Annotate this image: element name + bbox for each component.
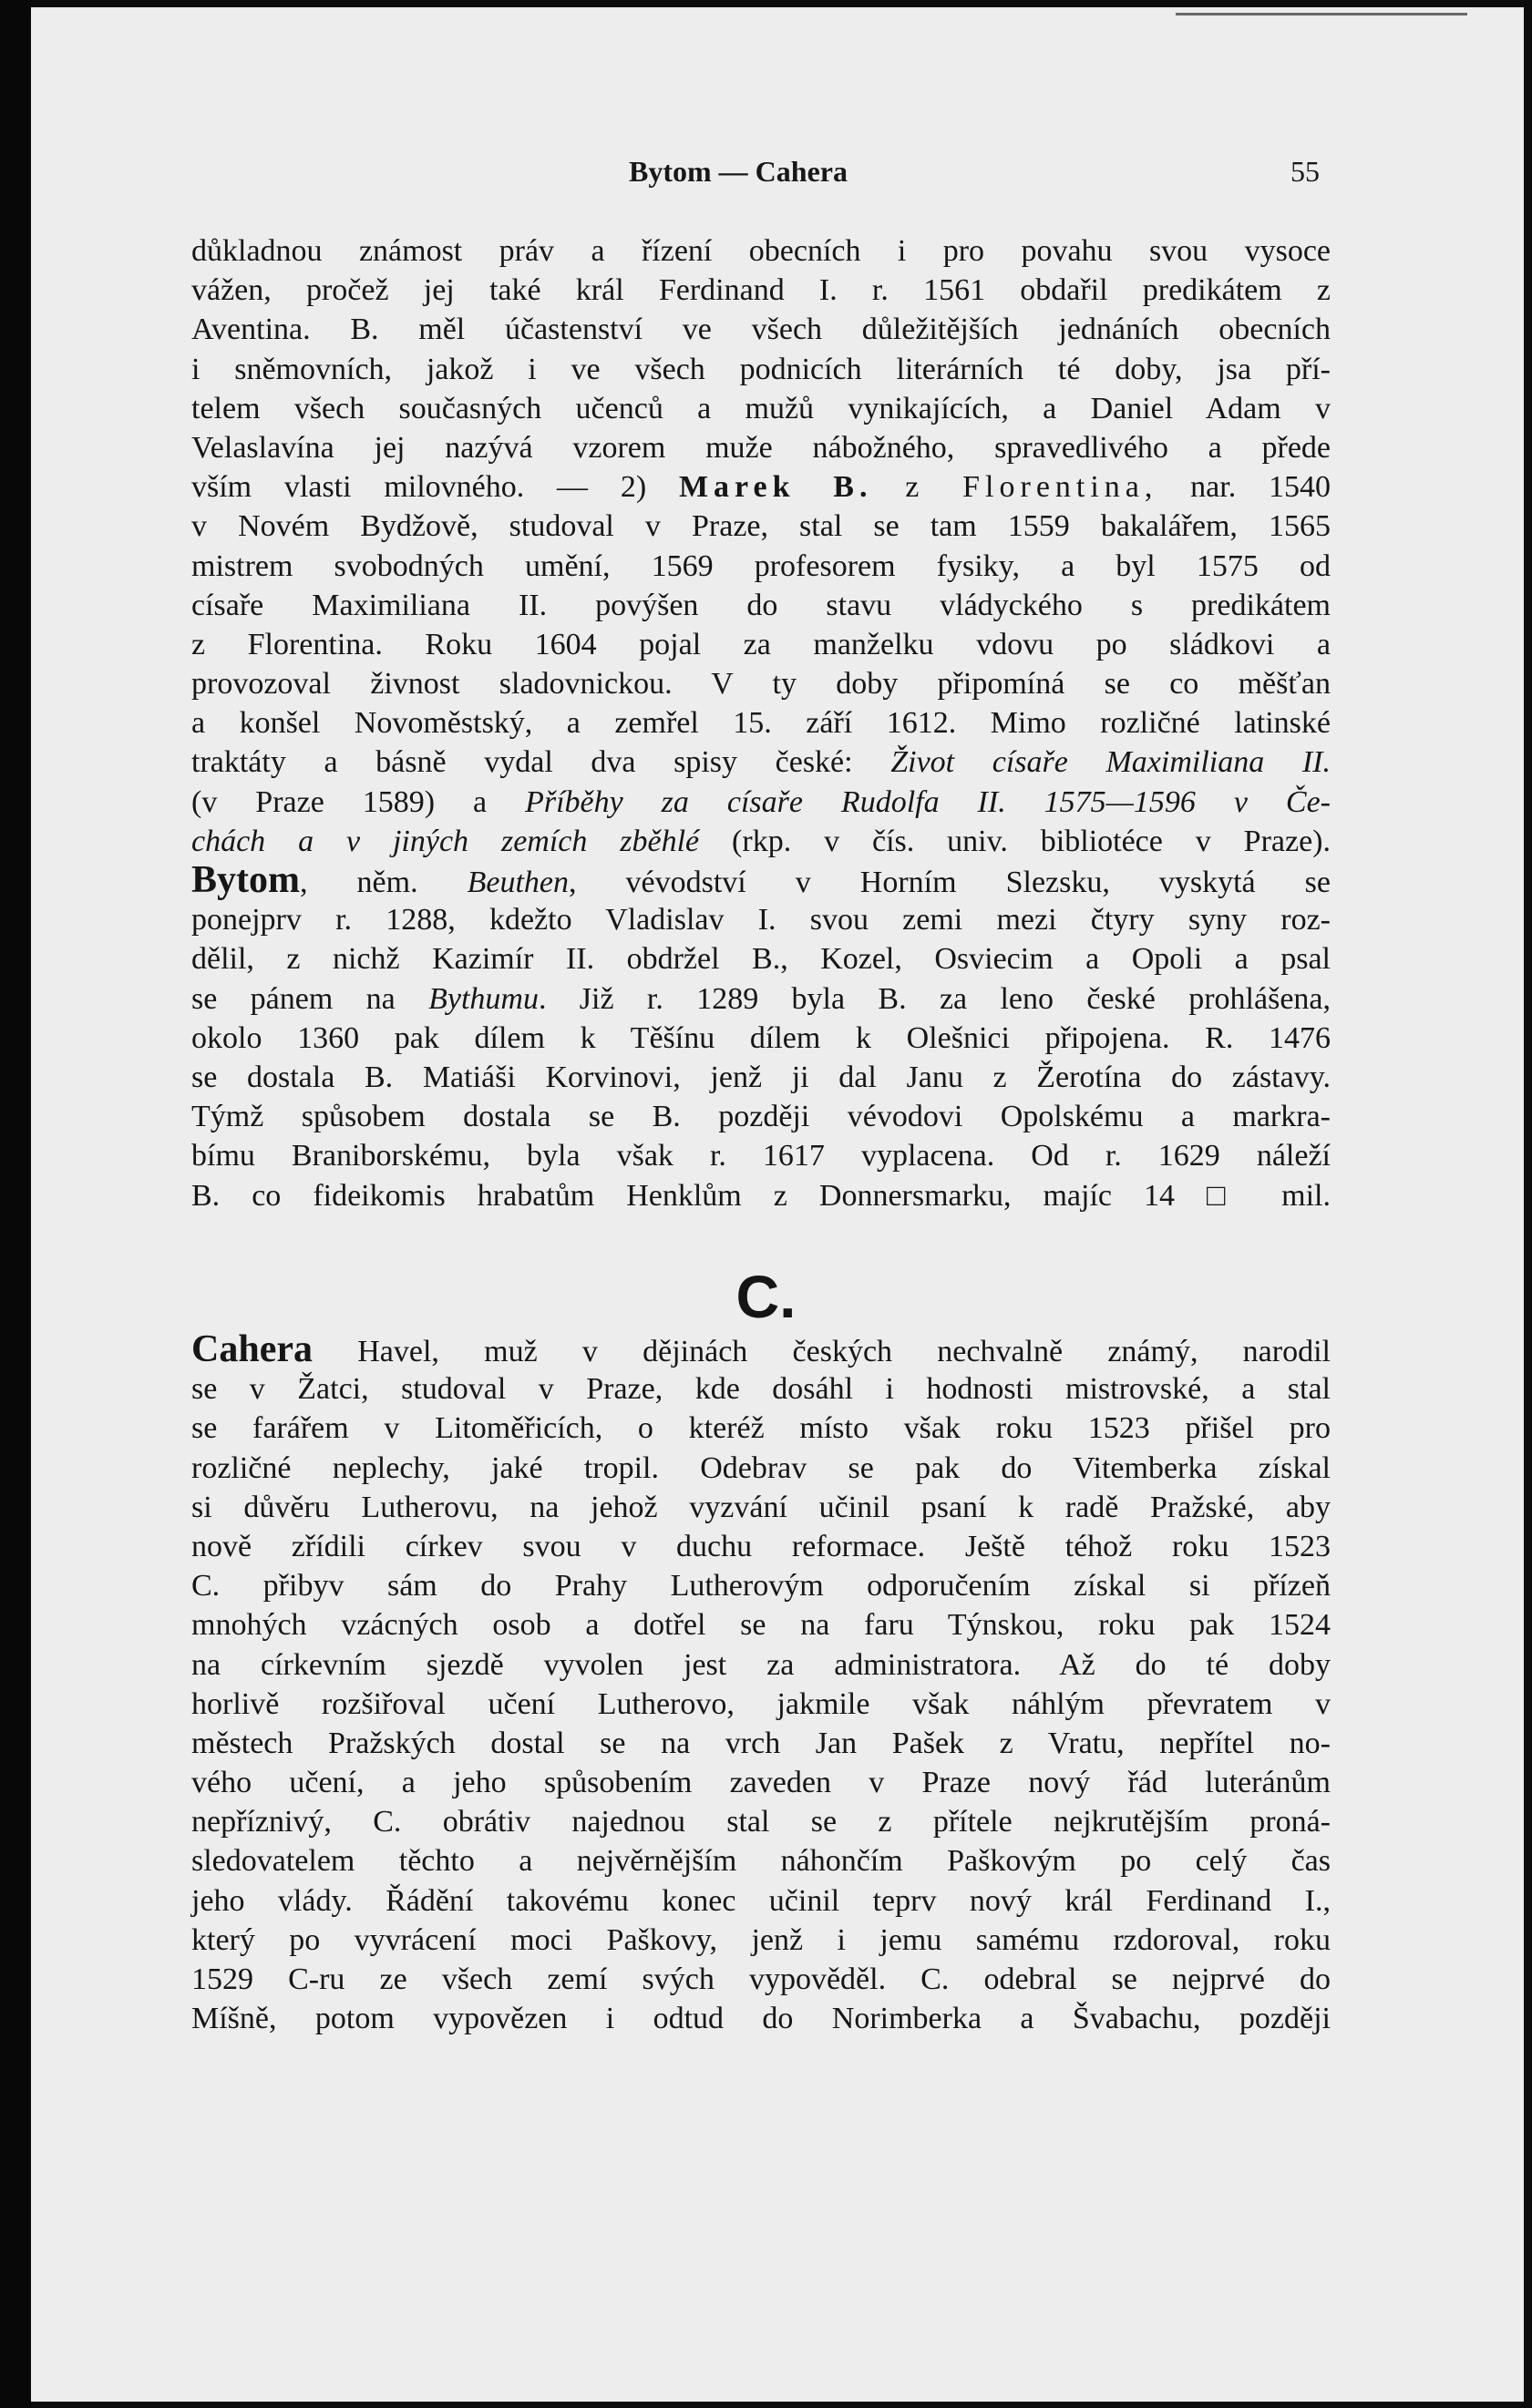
text-line: horlivě rozšiřoval učení Lutherovo, jakmile však náhlým převratem v (191, 1686, 1331, 1721)
text-line: rozličné neplechy, jaké tropil. Odebrav se pak do Vitemberka získal (191, 1450, 1331, 1485)
text-line: vážen, pročež jej také král Ferdinand I. r. 1561 obdařil predikátem z (191, 273, 1331, 308)
text-line: si důvěru Lutherovu, na jehož vyzvání učinil psaní k radě Pražské, aby (191, 1490, 1331, 1524)
entry-bytom-block (191, 231, 1331, 1215)
text-line: Týmž spůsobem dostala se B. později vévodovi Opolskému a markra- (191, 1100, 1331, 1134)
text-fragment: se pánem na (191, 981, 396, 1016)
text-line: a konšel Novoměstský, a zemřel 15. září 1612. Mimo rozličné latinské (191, 706, 1331, 741)
text-line: se v Žatci, studoval v Praze, kde dosáhl i hodnosti mistrovské, a stal (191, 1372, 1331, 1407)
text-line: císaře Maximiliana II. povýšen do stavu vládyckého s predikátem (191, 588, 1331, 622)
page-number: 55 (1290, 155, 1320, 188)
text-line (191, 783, 1331, 822)
place-bythumu: Bythumu (428, 981, 539, 1016)
text-line: C. přibyv sám do Prahy Lutherovým odporučením získal si přízeň (191, 1569, 1331, 1604)
text-line: Míšně, potom vypovězen i odtud do Norimberka a Švabachu, později (191, 2002, 1331, 2036)
headword-cahera: Cahera (191, 1328, 313, 1370)
text-line: telem všech současných učenců a mužů vynikajících, a Daniel Adam v (191, 391, 1331, 425)
text-line: mnohých vzácných osob a dotřel se na faru Týnskou, roku pak 1524 (191, 1608, 1331, 1643)
text-line: Velaslavína jej nazývá vzorem muže nábožného, spravedlivého a přede (191, 430, 1331, 465)
text-line: vého učení, a jeho spůsobením zaveden v Praze nový řád luteránům (191, 1766, 1331, 1800)
text-line (191, 467, 1331, 507)
text-fragment: (rkp. v čís. univ. bibliotéce v Praze). (732, 824, 1331, 858)
book-title-rudolf-cont: chách a v jiných zemích zběhlé (191, 824, 700, 858)
headword-bytom: Bytom (191, 859, 300, 901)
text-line: jeho vlády. Řádění takovému konec učinil teprv nový král Ferdinand I., (191, 1883, 1331, 1918)
text-line: sledovatelem těchto a nejvěrnějším náhončím Paškovým po celý čas (191, 1844, 1331, 1879)
text-line: nově zřídili církev svou v duchu reformace. Ještě téhož roku 1523 (191, 1529, 1331, 1563)
text-line: okolo 1360 pak dílem k Těšínu dílem k Olešnici připojena. R. 1476 (191, 1020, 1331, 1055)
text-line (191, 1330, 1331, 1369)
text-line: mistrem svobodných umění, 1569 profesorem fysiky, a byl 1575 od (191, 548, 1331, 583)
book-title-maximilian: Život císaře Maximiliana II. (890, 745, 1331, 780)
text-line: B. co fideikomis hrabatům Henklům z Donnersmarku, majíc 14 □ mil. (191, 1178, 1331, 1213)
text-line (191, 861, 1331, 900)
text-fragment: , něm. (300, 866, 418, 899)
book-title-rudolf: Příběhy za císaře Rudolfa II. 1575—1596 v Če- (525, 784, 1331, 819)
text-line: 1529 C-ru ze všech zemí svých vypověděl. C. odebral se nejprvé do (191, 1962, 1331, 1996)
text-line: i sněmovních, jakož i ve všech podnicích literárních té doby, jsa pří- (191, 352, 1331, 386)
text-fragment: . Již r. 1289 byla B. za leno české prohlášena, (538, 981, 1331, 1016)
text-line: městech Pražských dostal se na vrch Jan Pašek z Vratu, nepřítel no- (191, 1726, 1331, 1760)
text-fragment: , vévodství v Horním Slezsku, vyskytá se (569, 866, 1331, 899)
text-line: se farářem v Litoměřicích, o kteréž místo však roku 1523 přišel pro (191, 1411, 1331, 1446)
text-line (191, 822, 1331, 861)
text-line: důkladnou známost práv a řízení obecních i pro povahu svou vysoce (191, 234, 1331, 268)
text-line: se dostala B. Matiáši Korvinovi, jenž ji dal Janu z Žerotína do zástavy. (191, 1060, 1331, 1094)
text-line (191, 979, 1331, 1019)
text-line: Aventina. B. měl účastenství ve všech důležitějších jednáních obecních (191, 313, 1331, 347)
text-line: provozoval živnost sladovnickou. V ty doby připomíná se co měšťan (191, 667, 1331, 702)
place-florentina: z Florentina, (905, 470, 1158, 505)
text-line: dělil, z nichž Kazimír II. obdržel B., Kozel, Osviecim a Opoli a psal (191, 942, 1331, 977)
text-line: na církevním sjezdě vyvolen jest za administratora. Až do té doby (191, 1647, 1331, 1682)
text-line (191, 743, 1331, 782)
scan-top-rule (1176, 13, 1467, 15)
text-line: bímu Braniborskému, byla však r. 1617 vyplacena. Od r. 1629 náleží (191, 1139, 1331, 1173)
text-line: nepříznivý, C. obrátiv najednou stal se z přítele nejkrutějším proná- (191, 1805, 1331, 1839)
scan-left-border (0, 0, 31, 2408)
birth-note: nar. 1540 (1190, 470, 1331, 505)
german-name: Beuthen (467, 866, 569, 899)
person-name-marek: Marek B. (678, 470, 873, 505)
text-fragment: (v Praze 1589) a (191, 784, 488, 819)
page-header (0, 155, 1532, 191)
running-title: Bytom — Cahera (629, 155, 848, 188)
text-line: z Florentina. Roku 1604 pojal za manželku vdovu po sládkovi a (191, 627, 1331, 661)
entry-cahera-block (191, 1330, 1331, 2038)
text-line: v Novém Bydžově, studoval v Praze, stal se tam 1559 bakalářem, 1565 (191, 509, 1331, 544)
text-fragment: vším vlasti milovného. — 2) (191, 470, 647, 505)
section-letter-heading: C. (735, 1263, 797, 1330)
text-fragment: Havel, muž v dějinách českých nechvalně známý, narodil (357, 1335, 1331, 1368)
text-line: který po vyvrácení moci Paškovy, jenž i jemu samému rzdoroval, roku (191, 1922, 1331, 1957)
text-fragment: traktáty a básně vydal dva spisy české: (191, 745, 853, 780)
text-line: ponejprv r. 1288, kdežto Vladislav I. svou zemi mezi čtyry syny roz- (191, 903, 1331, 938)
